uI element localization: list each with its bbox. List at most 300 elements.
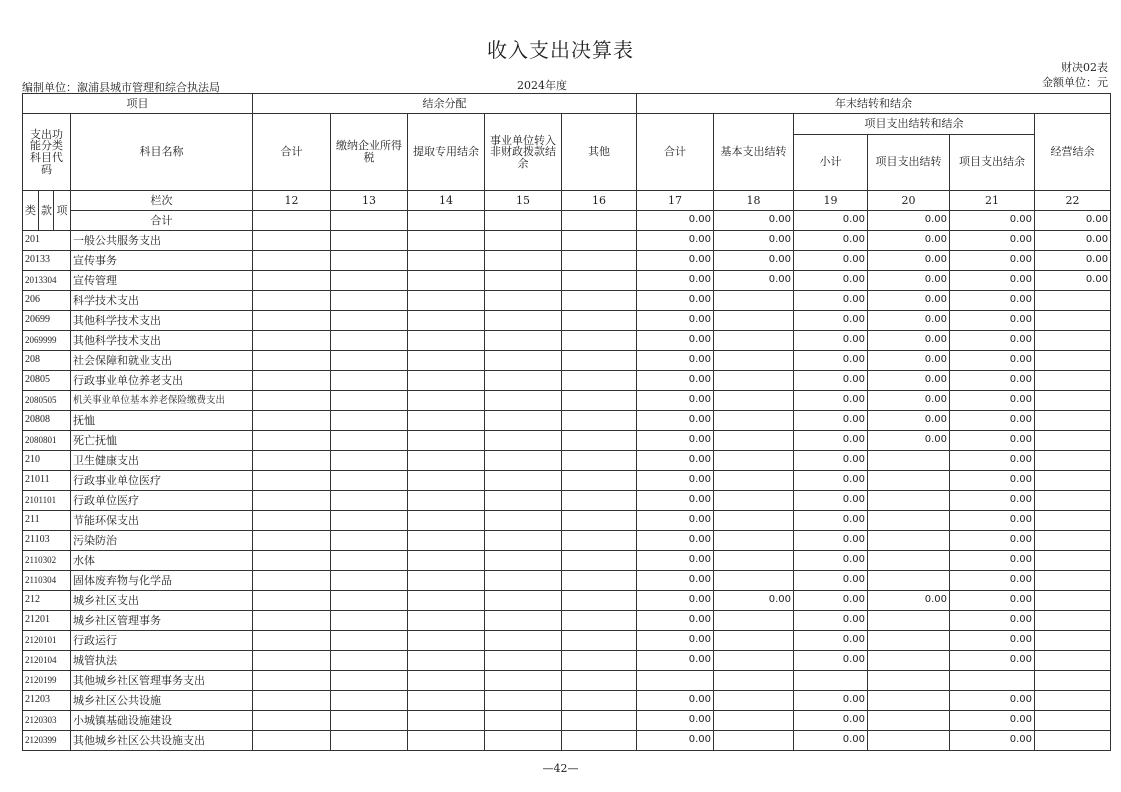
cell-col-22 — [1035, 311, 1111, 331]
cell-col-13 — [331, 691, 408, 711]
row-name: 其他科学技术支出 — [71, 311, 253, 331]
cell-col-12 — [253, 391, 331, 411]
cell-col-20: 0.00 — [868, 331, 950, 351]
cell-col-12 — [253, 451, 331, 471]
cell-col-15 — [485, 591, 562, 611]
cell-col-17: 0.00 — [637, 311, 714, 331]
header-kuan: 款 — [39, 191, 54, 231]
cell-col-13 — [331, 571, 408, 591]
cell-col-12 — [253, 651, 331, 671]
cell-col-22 — [1035, 591, 1111, 611]
cell-col-15 — [485, 211, 562, 231]
row-code: 208 — [23, 351, 71, 371]
header-func-code: 支出功能分类科目代码 — [23, 114, 71, 191]
cell-col-16 — [562, 571, 637, 591]
table-row — [23, 331, 1111, 351]
cell-col-13 — [331, 451, 408, 471]
row-name: 污染防治 — [71, 531, 253, 551]
cell-col-13 — [331, 291, 408, 311]
cell-col-14 — [408, 531, 485, 551]
cell-col-20 — [868, 651, 950, 671]
cell-col-14 — [408, 611, 485, 631]
cell-col-17: 0.00 — [637, 651, 714, 671]
cell-col-16 — [562, 511, 637, 531]
amount-unit: 金额单位：元 — [1042, 76, 1108, 89]
cell-col-19: 0.00 — [794, 711, 868, 731]
cell-col-21: 0.00 — [950, 431, 1035, 451]
cell-col-22 — [1035, 291, 1111, 311]
cell-col-16 — [562, 471, 637, 491]
cell-col-16 — [562, 231, 637, 251]
header-column-no: 栏次 — [71, 191, 253, 211]
cell-col-13 — [331, 231, 408, 251]
cell-col-22 — [1035, 571, 1111, 591]
cell-col-19: 0.00 — [794, 291, 868, 311]
cell-col-20 — [868, 631, 950, 651]
cell-col-15 — [485, 291, 562, 311]
cell-col-14 — [408, 411, 485, 431]
row-code: 2120399 — [23, 731, 71, 751]
row-code: 20805 — [23, 371, 71, 391]
cell-col-22 — [1035, 431, 1111, 451]
row-code: 2120199 — [23, 671, 71, 691]
cell-col-12 — [253, 691, 331, 711]
cell-col-14 — [408, 491, 485, 511]
row-name: 行政运行 — [71, 631, 253, 651]
column-number-22: 22 — [1035, 191, 1111, 211]
cell-col-20 — [868, 671, 950, 691]
cell-col-21: 0.00 — [950, 531, 1035, 551]
cell-col-12 — [253, 291, 331, 311]
row-code: 212 — [23, 591, 71, 611]
cell-col-12 — [253, 631, 331, 651]
cell-col-14 — [408, 271, 485, 291]
header-operating-balance: 经营结余 — [1035, 114, 1111, 191]
cell-col-14 — [408, 371, 485, 391]
row-code: 201 — [23, 231, 71, 251]
cell-col-21: 0.00 — [950, 651, 1035, 671]
table-row — [23, 211, 1111, 231]
cell-col-20 — [868, 451, 950, 471]
cell-col-18: 0.00 — [714, 211, 794, 231]
row-code: 20808 — [23, 411, 71, 431]
cell-col-19: 0.00 — [794, 251, 868, 271]
cell-col-14 — [408, 471, 485, 491]
cell-col-17 — [637, 671, 714, 691]
cell-col-19: 0.00 — [794, 231, 868, 251]
header-total-12: 合计 — [253, 114, 331, 191]
table-row — [23, 271, 1111, 291]
header-balance-allocation: 结余分配 — [253, 94, 637, 114]
cell-col-19: 0.00 — [794, 591, 868, 611]
row-code: 2080801 — [23, 431, 71, 451]
header-lei: 类 — [23, 191, 39, 231]
cell-col-21: 0.00 — [950, 491, 1035, 511]
column-number-17: 17 — [637, 191, 714, 211]
cell-col-14 — [408, 211, 485, 231]
cell-col-18 — [714, 291, 794, 311]
cell-col-21: 0.00 — [950, 691, 1035, 711]
cell-col-12 — [253, 551, 331, 571]
cell-col-16 — [562, 331, 637, 351]
cell-col-17: 0.00 — [637, 391, 714, 411]
cell-col-16 — [562, 691, 637, 711]
cell-col-17: 0.00 — [637, 491, 714, 511]
header-project-group: 项目支出结转和结余 — [794, 114, 1035, 135]
cell-col-15 — [485, 451, 562, 471]
cell-col-15 — [485, 391, 562, 411]
cell-col-14 — [408, 231, 485, 251]
cell-col-18 — [714, 671, 794, 691]
cell-col-15 — [485, 431, 562, 451]
header-basic-carry: 基本支出结转 — [714, 114, 794, 191]
cell-col-15 — [485, 371, 562, 391]
cell-col-14 — [408, 591, 485, 611]
cell-col-13 — [331, 611, 408, 631]
row-name: 水体 — [71, 551, 253, 571]
table-row — [23, 411, 1111, 431]
cell-col-16 — [562, 531, 637, 551]
header-total-17: 合计 — [637, 114, 714, 191]
cell-col-18 — [714, 711, 794, 731]
table-row — [23, 251, 1111, 271]
cell-col-15 — [485, 551, 562, 571]
row-name: 行政事业单位养老支出 — [71, 371, 253, 391]
cell-col-17: 0.00 — [637, 211, 714, 231]
header-subtotal: 小计 — [794, 134, 868, 190]
row-code: 2110302 — [23, 551, 71, 571]
cell-col-19: 0.00 — [794, 611, 868, 631]
cell-col-15 — [485, 271, 562, 291]
cell-col-14 — [408, 571, 485, 591]
cell-col-20: 0.00 — [868, 211, 950, 231]
cell-col-22 — [1035, 451, 1111, 471]
cell-col-22 — [1035, 491, 1111, 511]
cell-col-20: 0.00 — [868, 311, 950, 331]
table-row — [23, 351, 1111, 371]
cell-col-17: 0.00 — [637, 631, 714, 651]
cell-col-19: 0.00 — [794, 331, 868, 351]
cell-col-16 — [562, 671, 637, 691]
cell-col-20 — [868, 711, 950, 731]
cell-col-19: 0.00 — [794, 471, 868, 491]
row-code: 21203 — [23, 691, 71, 711]
cell-col-19: 0.00 — [794, 651, 868, 671]
column-number-21: 21 — [950, 191, 1035, 211]
row-code: 2120104 — [23, 651, 71, 671]
cell-col-16 — [562, 451, 637, 471]
table-row — [23, 631, 1111, 651]
cell-col-14 — [408, 351, 485, 371]
cell-col-21: 0.00 — [950, 631, 1035, 651]
cell-col-19: 0.00 — [794, 731, 868, 751]
cell-col-16 — [562, 431, 637, 451]
cell-col-18 — [714, 331, 794, 351]
cell-col-16 — [562, 411, 637, 431]
table-row — [23, 611, 1111, 631]
row-name: 行政事业单位医疗 — [71, 471, 253, 491]
cell-col-12 — [253, 571, 331, 591]
cell-col-12 — [253, 431, 331, 451]
cell-col-19: 0.00 — [794, 451, 868, 471]
cell-col-12 — [253, 271, 331, 291]
table-row — [23, 291, 1111, 311]
cell-col-18 — [714, 391, 794, 411]
cell-col-22 — [1035, 691, 1111, 711]
row-code: 21011 — [23, 471, 71, 491]
cell-col-14 — [408, 691, 485, 711]
cell-col-18 — [714, 531, 794, 551]
row-code: 2120101 — [23, 631, 71, 651]
row-name: 一般公共服务支出 — [71, 231, 253, 251]
cell-col-22: 0.00 — [1035, 271, 1111, 291]
cell-col-18 — [714, 351, 794, 371]
row-name: 其他城乡社区公共设施支出 — [71, 731, 253, 751]
row-name: 社会保障和就业支出 — [71, 351, 253, 371]
row-code: 21103 — [23, 531, 71, 551]
cell-col-17: 0.00 — [637, 371, 714, 391]
cell-col-13 — [331, 351, 408, 371]
cell-col-19: 0.00 — [794, 511, 868, 531]
fiscal-year: 2024年度 — [517, 79, 567, 92]
cell-col-18 — [714, 571, 794, 591]
cell-col-13 — [331, 671, 408, 691]
cell-col-13 — [331, 391, 408, 411]
budget-table — [22, 93, 1111, 751]
table-row — [23, 571, 1111, 591]
row-name: 小城镇基础设施建设 — [71, 711, 253, 731]
cell-col-20: 0.00 — [868, 411, 950, 431]
table-row — [23, 391, 1111, 411]
row-code: 2080505 — [23, 391, 71, 411]
cell-col-18 — [714, 611, 794, 631]
cell-col-16 — [562, 551, 637, 571]
cell-col-20: 0.00 — [868, 391, 950, 411]
cell-col-21: 0.00 — [950, 591, 1035, 611]
cell-col-13 — [331, 211, 408, 231]
cell-col-12 — [253, 491, 331, 511]
cell-col-21: 0.00 — [950, 711, 1035, 731]
row-code: 20133 — [23, 251, 71, 271]
cell-col-12 — [253, 711, 331, 731]
cell-col-17: 0.00 — [637, 451, 714, 471]
cell-col-18 — [714, 451, 794, 471]
cell-col-13 — [331, 271, 408, 291]
table-row — [23, 711, 1111, 731]
cell-col-14 — [408, 671, 485, 691]
cell-col-13 — [331, 631, 408, 651]
cell-col-19: 0.00 — [794, 691, 868, 711]
cell-col-13 — [331, 531, 408, 551]
cell-col-22 — [1035, 651, 1111, 671]
cell-col-19: 0.00 — [794, 391, 868, 411]
cell-col-18 — [714, 691, 794, 711]
cell-col-21: 0.00 — [950, 571, 1035, 591]
cell-col-17: 0.00 — [637, 431, 714, 451]
cell-col-21: 0.00 — [950, 411, 1035, 431]
cell-col-21: 0.00 — [950, 611, 1035, 631]
cell-col-14 — [408, 431, 485, 451]
cell-col-12 — [253, 211, 331, 231]
cell-col-22 — [1035, 351, 1111, 371]
cell-col-19: 0.00 — [794, 491, 868, 511]
row-name: 行政单位医疗 — [71, 491, 253, 511]
cell-col-12 — [253, 531, 331, 551]
table-row — [23, 651, 1111, 671]
cell-col-18 — [714, 651, 794, 671]
cell-col-21: 0.00 — [950, 371, 1035, 391]
cell-col-19: 0.00 — [794, 431, 868, 451]
cell-col-16 — [562, 631, 637, 651]
cell-col-15 — [485, 331, 562, 351]
row-name: 节能环保支出 — [71, 511, 253, 531]
cell-col-12 — [253, 731, 331, 751]
cell-col-19 — [794, 671, 868, 691]
cell-col-13 — [331, 511, 408, 531]
cell-col-22 — [1035, 511, 1111, 531]
cell-col-17: 0.00 — [637, 251, 714, 271]
cell-col-12 — [253, 251, 331, 271]
reporting-unit: 编制单位：溆浦县城市管理和综合执法局 — [22, 81, 220, 94]
cell-col-21: 0.00 — [950, 391, 1035, 411]
cell-col-19: 0.00 — [794, 551, 868, 571]
row-name: 城乡社区支出 — [71, 591, 253, 611]
cell-col-17: 0.00 — [637, 471, 714, 491]
cell-col-19: 0.00 — [794, 211, 868, 231]
row-name: 城乡社区管理事务 — [71, 611, 253, 631]
cell-col-21: 0.00 — [950, 451, 1035, 471]
row-name: 其他城乡社区管理事务支出 — [71, 671, 253, 691]
cell-col-13 — [331, 551, 408, 571]
cell-col-22: 0.00 — [1035, 251, 1111, 271]
cell-col-12 — [253, 351, 331, 371]
header-project: 项目 — [23, 94, 253, 114]
cell-col-20 — [868, 471, 950, 491]
cell-col-15 — [485, 471, 562, 491]
cell-col-16 — [562, 291, 637, 311]
row-code: 20699 — [23, 311, 71, 331]
cell-col-12 — [253, 511, 331, 531]
cell-col-15 — [485, 491, 562, 511]
row-code: 206 — [23, 291, 71, 311]
cell-col-17: 0.00 — [637, 511, 714, 531]
cell-col-16 — [562, 491, 637, 511]
cell-col-18 — [714, 471, 794, 491]
header-xiang: 项 — [54, 191, 71, 231]
cell-col-18 — [714, 491, 794, 511]
cell-col-13 — [331, 431, 408, 451]
cell-col-18: 0.00 — [714, 271, 794, 291]
table-row — [23, 511, 1111, 531]
row-name: 抚恤 — [71, 411, 253, 431]
cell-col-13 — [331, 651, 408, 671]
cell-col-19: 0.00 — [794, 571, 868, 591]
cell-col-17: 0.00 — [637, 691, 714, 711]
cell-col-17: 0.00 — [637, 731, 714, 751]
column-number-20: 20 — [868, 191, 950, 211]
cell-col-21: 0.00 — [950, 511, 1035, 531]
cell-col-12 — [253, 471, 331, 491]
row-code: 2069999 — [23, 331, 71, 351]
cell-col-12 — [253, 671, 331, 691]
cell-col-13 — [331, 311, 408, 331]
cell-col-15 — [485, 651, 562, 671]
column-number-12: 12 — [253, 191, 331, 211]
cell-col-17: 0.00 — [637, 331, 714, 351]
cell-col-16 — [562, 711, 637, 731]
cell-col-13 — [331, 491, 408, 511]
cell-col-14 — [408, 251, 485, 271]
cell-col-18 — [714, 431, 794, 451]
row-code: 210 — [23, 451, 71, 471]
row-name: 城乡社区公共设施 — [71, 691, 253, 711]
cell-col-17: 0.00 — [637, 351, 714, 371]
cell-col-12 — [253, 611, 331, 631]
cell-col-19: 0.00 — [794, 371, 868, 391]
row-code: 211 — [23, 511, 71, 531]
cell-col-15 — [485, 631, 562, 651]
cell-col-22 — [1035, 631, 1111, 651]
cell-col-22 — [1035, 611, 1111, 631]
column-number-14: 14 — [408, 191, 485, 211]
row-code: 2120303 — [23, 711, 71, 731]
page-number: —42— — [542, 762, 579, 775]
cell-col-13 — [331, 411, 408, 431]
cell-col-15 — [485, 731, 562, 751]
header-transfer-nonfiscal: 事业单位转入非财政拨款结余 — [485, 114, 562, 191]
cell-col-21: 0.00 — [950, 311, 1035, 331]
cell-col-20: 0.00 — [868, 231, 950, 251]
cell-col-22 — [1035, 371, 1111, 391]
cell-col-21: 0.00 — [950, 351, 1035, 371]
cell-col-21 — [950, 671, 1035, 691]
cell-col-17: 0.00 — [637, 571, 714, 591]
cell-col-18 — [714, 631, 794, 651]
row-name: 机关事业单位基本养老保险缴费支出 — [71, 391, 253, 411]
cell-col-17: 0.00 — [637, 591, 714, 611]
cell-col-15 — [485, 531, 562, 551]
table-row — [23, 691, 1111, 711]
cell-col-14 — [408, 511, 485, 531]
cell-col-16 — [562, 611, 637, 631]
row-name: 合计 — [71, 211, 253, 231]
cell-col-17: 0.00 — [637, 231, 714, 251]
table-row — [23, 371, 1111, 391]
cell-col-16 — [562, 351, 637, 371]
cell-col-20 — [868, 511, 950, 531]
row-name: 科学技术支出 — [71, 291, 253, 311]
cell-col-13 — [331, 371, 408, 391]
cell-col-22: 0.00 — [1035, 231, 1111, 251]
cell-col-16 — [562, 211, 637, 231]
column-number-19: 19 — [794, 191, 868, 211]
header-subject-name: 科目名称 — [71, 114, 253, 191]
row-code: 2013304 — [23, 271, 71, 291]
column-number-15: 15 — [485, 191, 562, 211]
table-row — [23, 491, 1111, 511]
cell-col-15 — [485, 311, 562, 331]
cell-col-16 — [562, 651, 637, 671]
cell-col-15 — [485, 671, 562, 691]
header-project-balance: 项目支出结余 — [950, 134, 1035, 190]
cell-col-21: 0.00 — [950, 271, 1035, 291]
cell-col-14 — [408, 551, 485, 571]
cell-col-21: 0.00 — [950, 251, 1035, 271]
table-row — [23, 531, 1111, 551]
cell-col-20: 0.00 — [868, 271, 950, 291]
cell-col-18 — [714, 511, 794, 531]
row-name: 其他科学技术支出 — [71, 331, 253, 351]
